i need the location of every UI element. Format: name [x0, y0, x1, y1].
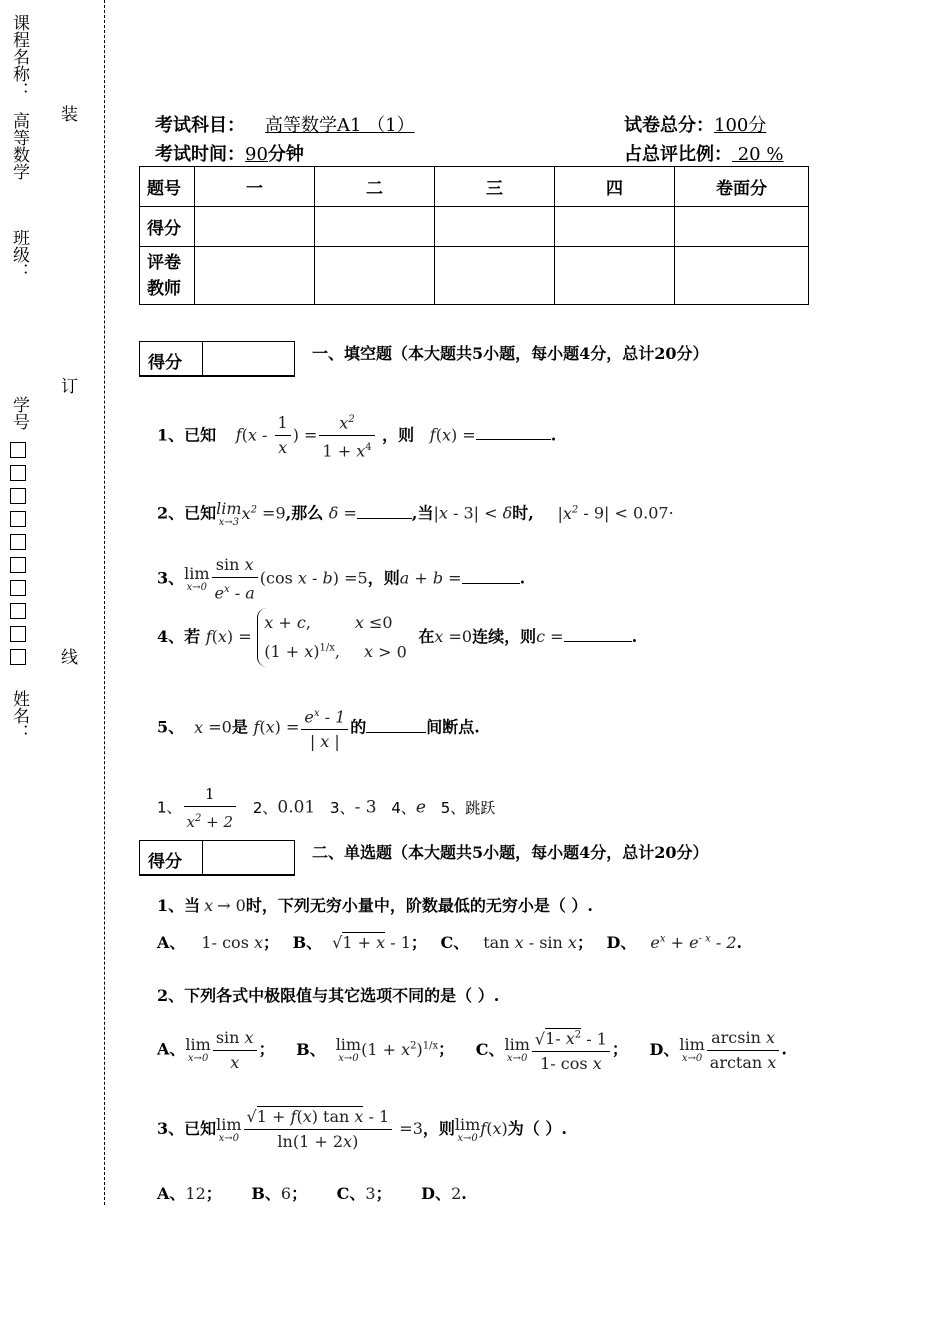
subject-value: 高等数学A1 （1） [265, 115, 415, 136]
score-cell[interactable] [555, 207, 675, 247]
id-box[interactable] [10, 511, 26, 527]
choice-question-2: 2、下列各式中极限值与其它选项不同的是（ ）. [157, 986, 500, 1005]
grader-cell[interactable] [315, 247, 435, 305]
table-header-cell: 三 [435, 167, 555, 207]
table-header-cell: 卷面分 [675, 167, 809, 207]
table-header-cell: 题号 [140, 167, 195, 207]
exam-ratio: 占总评比例： 20 % [624, 144, 784, 165]
id-box[interactable] [10, 580, 26, 596]
id-box[interactable] [10, 534, 26, 550]
id-box[interactable] [10, 649, 26, 665]
table-row-score [140, 207, 809, 247]
binding-mark-ding: 订 [61, 377, 78, 397]
score-cell[interactable] [435, 207, 555, 247]
grader-cell[interactable] [675, 247, 809, 305]
choice-question-1-options: A、 1- cos x； B、 √1 + x - 1； C、 tan x - sin x； D、 $e^x + e^{- x} - 2$. [157, 933, 743, 952]
fill-question-5: 5、 x =0是 f(x) = $\frac{e^x - 1}{| x |}$ 的 间断点. [157, 702, 480, 754]
exam-time: 考试时间：90分钟 [155, 144, 304, 165]
section1-title: 一、填空题（本大题共5小题，每小题4分，总计20分） [312, 344, 709, 363]
time-value: 90 [245, 144, 268, 165]
total-value: 100分 [714, 115, 767, 136]
course-name-value: 高等数学 [9, 112, 29, 180]
table-row-label: 得分 [140, 207, 195, 247]
id-box[interactable] [10, 442, 26, 458]
id-box[interactable] [10, 603, 26, 619]
fill-question-2: 2、已知lim x→3 $x^2 =9$,那么 δ = ,当|x - 3| < δ时, $|x^2 - 9| < 0.07\cdot$ [157, 499, 674, 528]
fill-question-3: 3、lim x→0 $\frac{\text{sin x}}{e^x - a}$ (cos x - b) =5，则a + b = . [157, 555, 526, 603]
score-cell[interactable] [195, 207, 315, 247]
choice-question-3-options: A、12； B、6； C、3； D、2. [157, 1184, 467, 1203]
course-name-label: 课程名称： [9, 14, 29, 99]
table-header-cell: 四 [555, 167, 675, 207]
grader-cell[interactable] [435, 247, 555, 305]
exam-subject: 考试科目： 高等数学A1 （1） [155, 111, 445, 137]
table-row-label: 评卷 教师 [140, 247, 195, 305]
exam-total: 试卷总分：100分 [624, 115, 767, 136]
choice-question-2-options: A、lim x→0 $\frac{\text{sin x}}{x}$ ； B、 lim x→0 $(1 + x^2)^{1/x}$； C、lim x→0 $\frac{√1- x^2 - 1}{\text{1- cos x}}$ ； D、lim x→0 $\frac{\text{arcsin x}}{\text{arctan x}}$ . [157, 1024, 787, 1076]
section1-score-box[interactable]: 得分 [139, 341, 295, 377]
table-header-cell: 一 [195, 167, 315, 207]
table-header-row [140, 167, 809, 207]
table-row-grader [140, 247, 809, 305]
id-box[interactable] [10, 626, 26, 642]
fill-question-4: 4、若 f(x) = x + c, x ≤0 $(1 + x)^{1/x}$, x > 0 在x =0连续，则c = . [157, 608, 637, 667]
student-id-label: 学号 [8, 396, 28, 672]
score-cell[interactable] [675, 207, 809, 247]
grader-cell[interactable] [555, 247, 675, 305]
section2-title: 二、单选题（本大题共5小题，每小题4分，总计20分） [312, 843, 709, 862]
id-box[interactable] [10, 465, 26, 481]
id-box[interactable] [10, 488, 26, 504]
choice-question-1: 1、当 x → 0时，下列无穷小量中，阶数最低的无穷小是（ ）. [157, 896, 593, 915]
binding-mark-xian: 线 [61, 648, 78, 668]
binding-dashed-line [104, 0, 105, 1205]
fill-answers: 1、 $\frac{1}{x^2 + 2}$ 2、0.01 3、- 3 4、e 5、跳跃 [157, 782, 495, 834]
section2-score-box[interactable]: 得分 [139, 840, 295, 876]
choice-question-3: 3、已知lim x→0 $\frac{\text{√1 + f(x) tan x - 1}}{\ln(1 + 2x)}$ =3，则lim x→0 f(x)为（ ）. [157, 1107, 567, 1151]
score-cell[interactable] [315, 207, 435, 247]
score-table [139, 166, 809, 305]
id-box[interactable] [10, 557, 26, 573]
ratio-value: 20 % [732, 144, 784, 165]
table-header-cell: 二 [315, 167, 435, 207]
binding-mark-zhuang: 装 [61, 105, 78, 125]
grader-cell[interactable] [195, 247, 315, 305]
class-label: 班级： [9, 229, 29, 280]
name-label: 姓名： [9, 690, 29, 741]
piecewise: x + c, x ≤0 $(1 + x)^{1/x}$, x > 0 [257, 608, 413, 667]
fill-question-1: 1、已知 f(x - $\frac{1}{x}$ ) = $\frac{x^2}{1 + x^4}$ ，则 f(x) = . [157, 408, 556, 464]
